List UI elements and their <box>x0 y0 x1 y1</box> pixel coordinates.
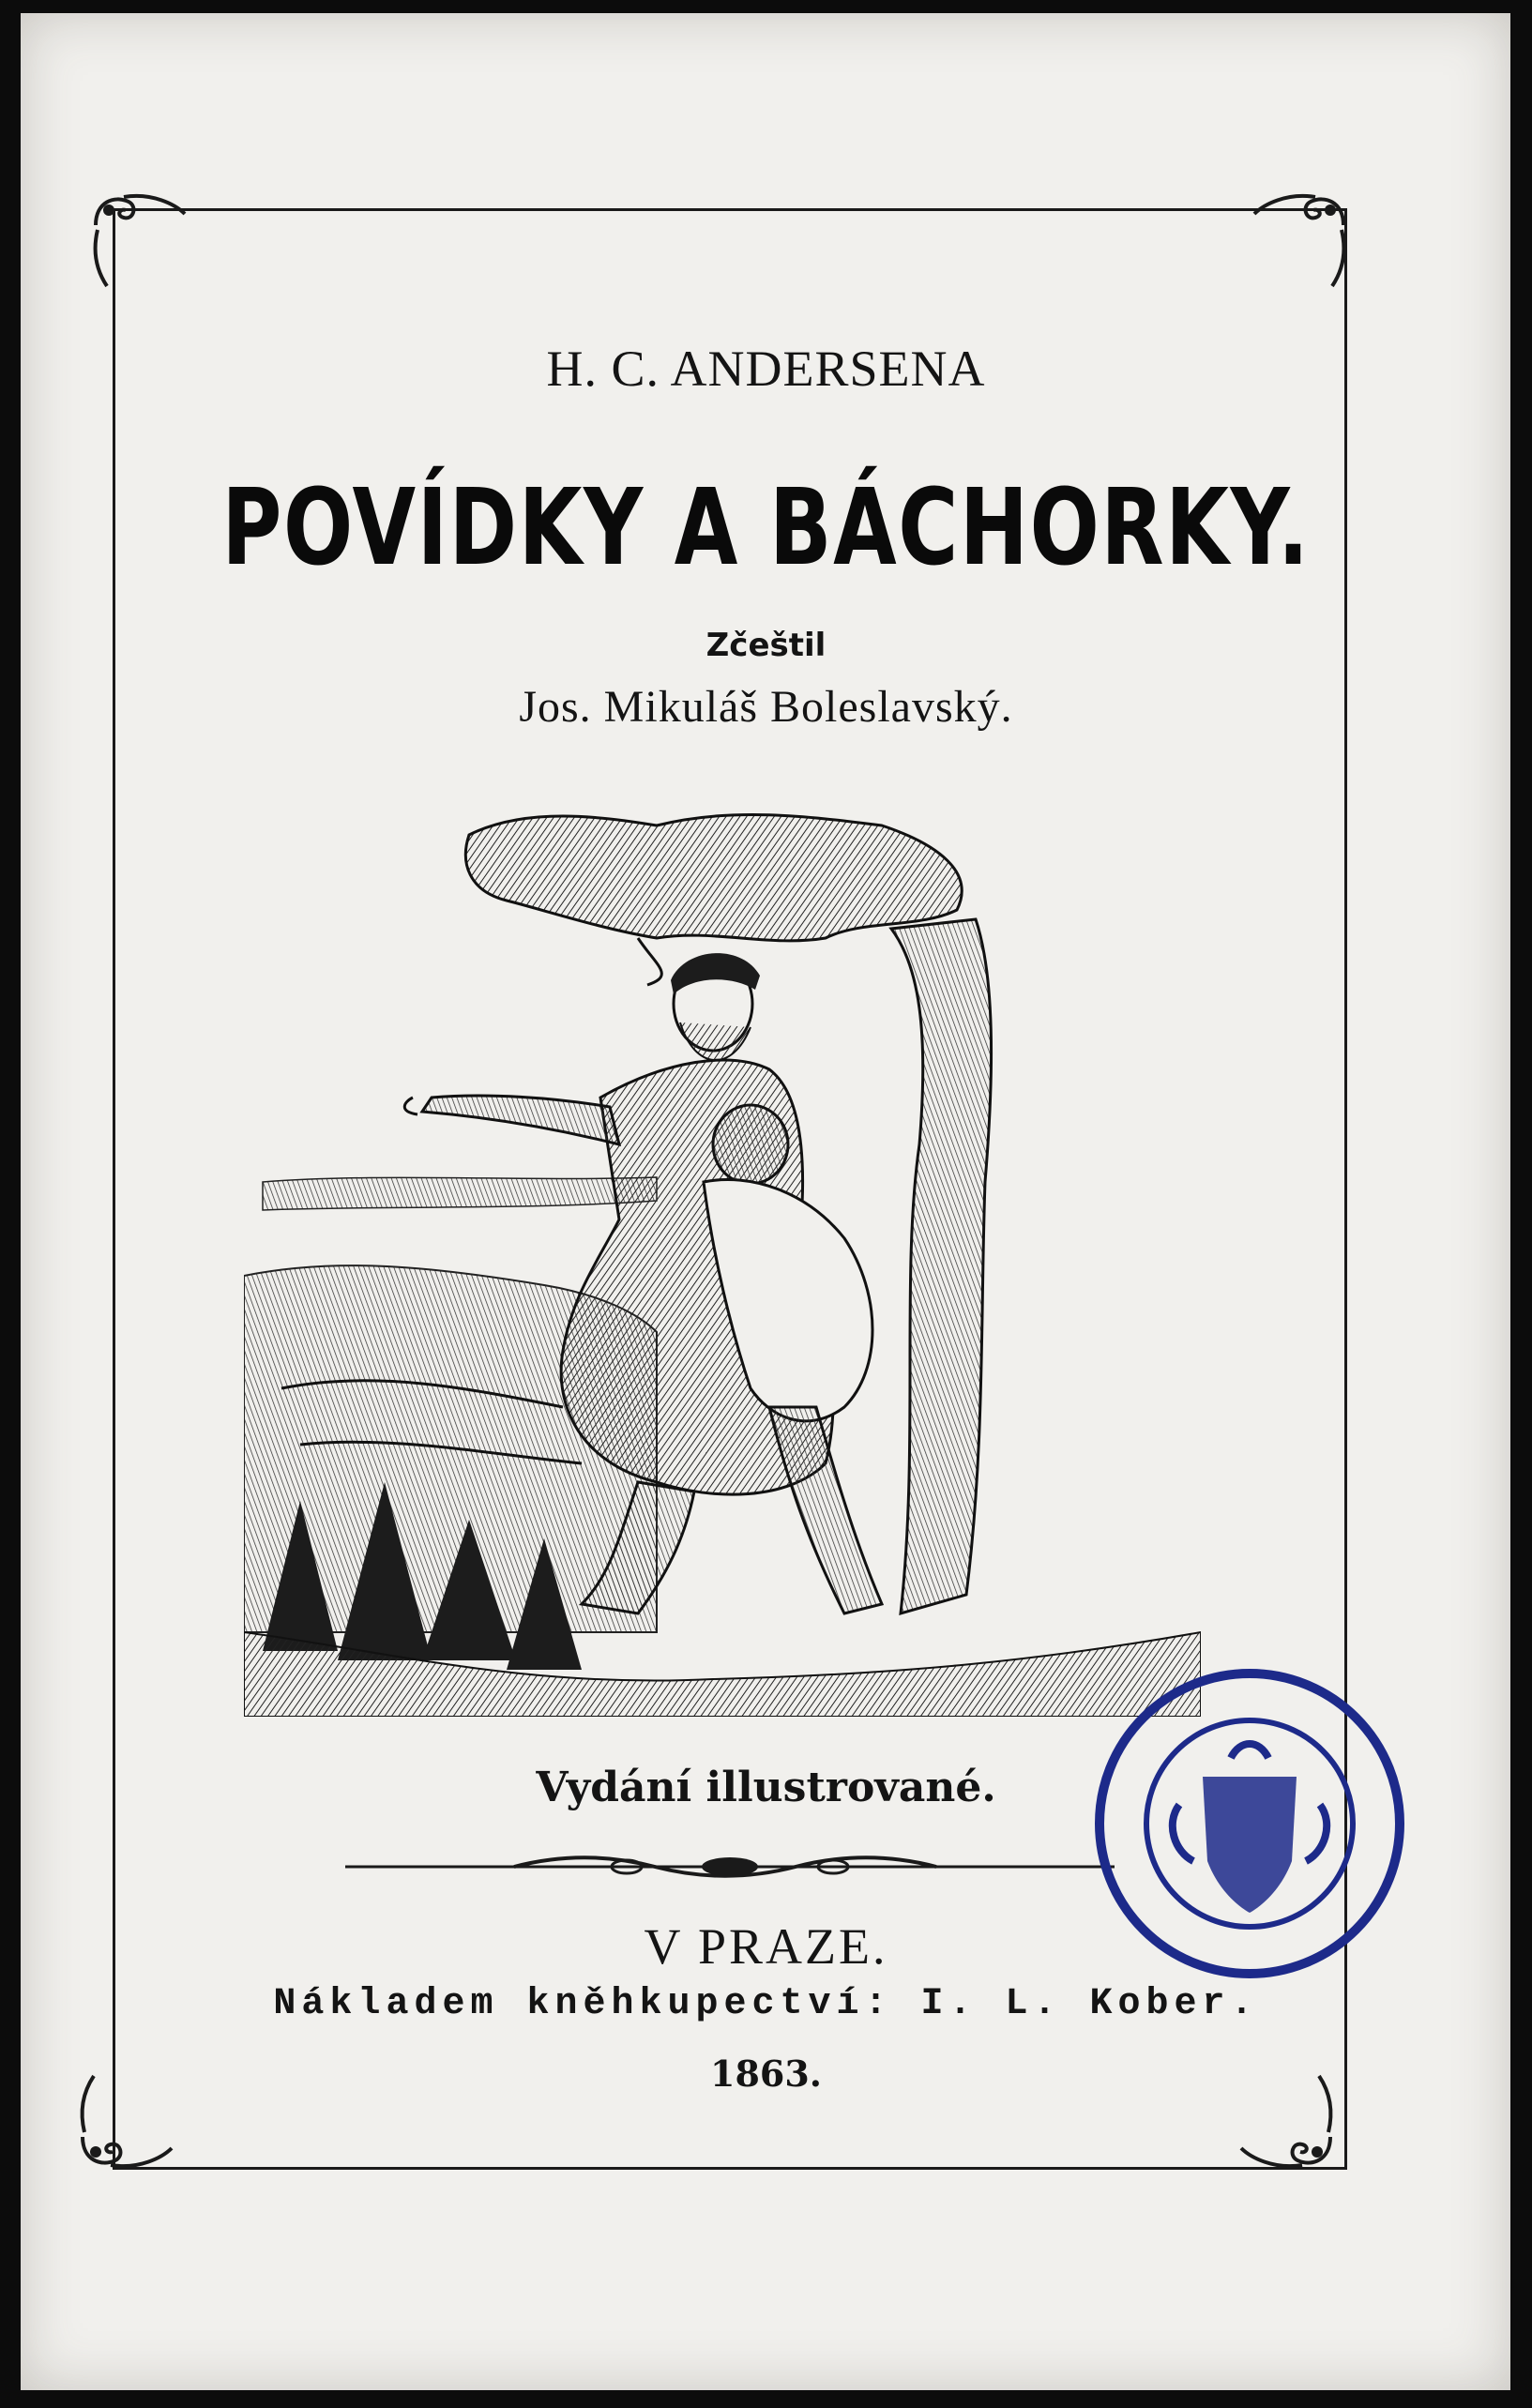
woodcut-illustration <box>244 788 1201 1717</box>
publisher-line: Nákladem kněhkupectví: I. L. Kober. <box>273 1983 1259 2025</box>
translator-name: Jos. Mikuláš Boleslavský. <box>519 682 1013 732</box>
publication-city: V PRAZE. <box>644 1918 888 1975</box>
translated-by-label: Zčeštil <box>705 627 827 664</box>
corner-ornament-top-left <box>86 188 190 291</box>
author-name: H. C. ANDERSENA <box>546 341 986 397</box>
edition-note: Vydání illustrované. <box>536 1764 996 1811</box>
book-title: POVÍDKY A BÁCHORKY. <box>221 467 1311 589</box>
decorative-divider <box>345 1853 1115 1881</box>
library-stamp <box>1090 1664 1409 1983</box>
publication-year: 1863. <box>710 2052 822 2095</box>
corner-ornament-top-right <box>1250 188 1353 291</box>
